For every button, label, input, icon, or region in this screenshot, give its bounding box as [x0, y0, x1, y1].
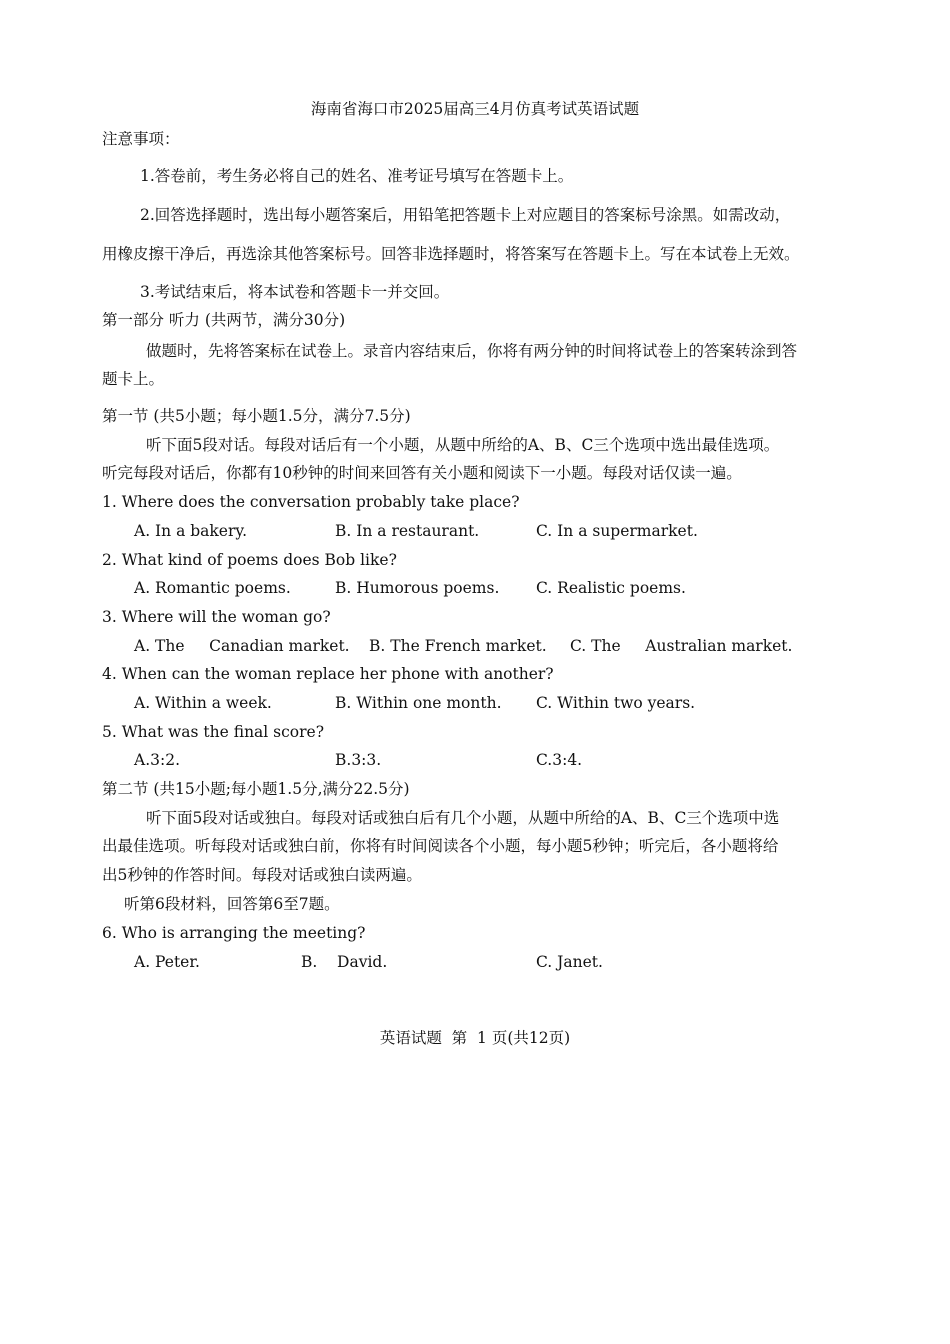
section2-instruction-1: 听下面5段对话或独白。每段对话或独白后有几个小题，从题中所给的A、B、C三个选项中选: [146, 809, 780, 827]
section1-instruction-1: 听下面5段对话。每段对话后有一个小题，从题中所给的A、B、C三个选项中选出最佳选项。: [146, 436, 780, 454]
section2-instruction-2: 出最佳选项。听每段对话或独白前，你将有时间阅读各个小题，每小题5秒钟；听完后，各小题将给: [102, 837, 779, 855]
part1-instruction-1: 做题时，先将答案标在试卷上。录音内容结束后，你将有两分钟的时间将试卷上的答案转涂到答: [146, 342, 798, 360]
notice-heading: 注意事项：: [102, 130, 180, 148]
notice-3: 3.考试结束后，将本试卷和答题卡一并交回。: [140, 283, 450, 301]
q4-option-c: C. Within two years.: [536, 694, 696, 712]
q2-option-a: A. Romantic poems.: [134, 579, 291, 597]
part1-heading: 第一部分 听力 (共两节，满分30分): [102, 311, 346, 329]
section2-instruction-3: 出5秒钟的作答时间。每段对话或独白读两遍。: [102, 866, 422, 884]
q3-option-c: C. The Australian market.: [570, 637, 793, 655]
notice-2-cont: 用橡皮擦干净后，再选涂其他答案标号。回答非选择题时，将答案写在答题卡上。写在本试卷上无效。: [102, 245, 800, 263]
q4-option-a: A. Within a week.: [134, 694, 272, 712]
q5-option-c: C.3:4.: [536, 751, 583, 769]
q6-option-a: A. Peter.: [134, 953, 200, 971]
q5-option-a: A.3:2.: [134, 751, 180, 769]
q1-option-b: B. In a restaurant.: [335, 522, 480, 540]
question-4: 4. When can the woman replace her phone with another?: [102, 665, 554, 683]
material-note: 听第6段材料，回答第6至7题。: [124, 895, 340, 913]
page-footer: 英语试题 第 1 页(共12页): [379, 1029, 571, 1047]
q6-option-c: C. Janet.: [536, 953, 603, 971]
section1-instruction-2: 听完每段对话后，你都有10秒钟的时间来回答有关小题和阅读下一小题。每段对话仅读一遍。: [102, 464, 742, 482]
q4-option-b: B. Within one month.: [335, 694, 502, 712]
question-6: 6. Who is arranging the meeting?: [102, 924, 366, 942]
page-title: 海南省海口市2025届高三4月仿真考试英语试题: [310, 100, 640, 118]
q6-option-b: B. David.: [301, 953, 388, 971]
part1-instruction-2: 题卡上。: [102, 370, 165, 388]
q1-option-a: A. In a bakery.: [134, 522, 248, 540]
question-1: 1. Where does the conversation probably take place?: [102, 493, 520, 511]
question-3: 3. Where will the woman go?: [102, 608, 331, 626]
notice-2: 2.回答选择题时，选出每小题答案后，用铅笔把答题卡上对应题目的答案标号涂黑。如需改动，: [140, 206, 791, 224]
q1-option-c: C. In a supermarket.: [536, 522, 698, 540]
q2-option-c: C. Realistic poems.: [536, 579, 686, 597]
q2-option-b: B. Humorous poems.: [335, 579, 500, 597]
question-2: 2. What kind of poems does Bob like?: [102, 551, 397, 569]
question-5: 5. What was the final score?: [102, 723, 325, 741]
section2-heading: 第二节 (共15小题;每小题1.5分,满分22.5分): [102, 780, 410, 798]
q3-option-b: B. The French market.: [369, 637, 547, 655]
notice-1: 1.答卷前，考生务必将自己的姓名、准考证号填写在答题卡上。: [140, 167, 574, 185]
q3-option-a: A. The Canadian market.: [134, 637, 350, 655]
section1-heading: 第一节 (共5小题；每小题1.5分，满分7.5分): [102, 407, 411, 425]
q5-option-b: B.3:3.: [335, 751, 382, 769]
